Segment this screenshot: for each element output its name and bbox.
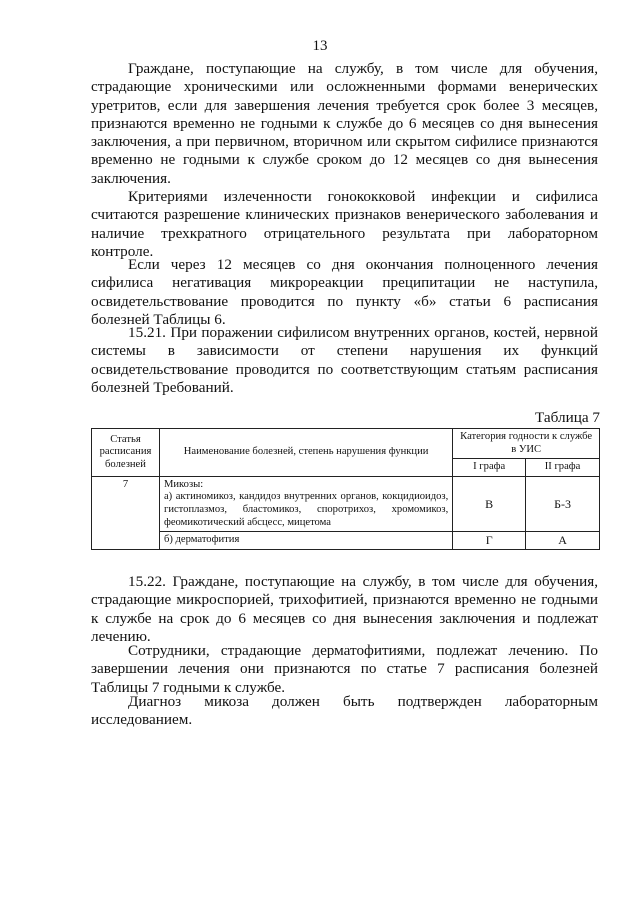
paragraph-mycosis-diagnosis: Диагноз микоза должен быть подтвержден лабораторным исследованием. [91,693,598,729]
mycoses-item-a: а) актиномикоз, кандидоз внутренних органов, кокцидиоидоз, гистоплазмоз, бластомикоз, споротрихоз, хромомикоз, феомикотический абсцесс, мицетома [163,491,449,528]
cell-a-column-2: Б-3 [526,476,600,531]
cell-b-column-1: Г [453,532,526,550]
paragraph-citizens-venereal: Граждане, поступающие на службу, в том числе для обучения, страдающие хроническими или осложненными формами венерических уретритов, если для завершения лечения требуется срок более 3 месяцев, признаются временно не годными к службе до 6 месяцев со дня вынесения заключения, а при первичном, вторичном или скрытом сифилисе признаются временно не годными к службе сроком до 12 месяцев со дня вынесения заключения. [91,60,598,187]
paragraph-syphilis-negation: Если через 12 месяцев со дня окончания полноценного лечения сифилиса негативация микрореакции преципитации не наступила, освидетельствование проводится по пункту «б» статьи 6 расписания болезней Таблицы 6. [91,256,598,328]
header-column-2: II графа [526,459,600,477]
table-7 [91,428,600,550]
paragraph-cure-criteria: Критериями излеченности гонококковой инфекции и сифилиса считаются разрешение клинических признаков венерического заболевания и наличие трехкратного отрицательного результата при лабораторном контроле. [91,188,598,260]
cell-article: 7 [92,476,160,549]
cell-b-column-2: А [526,532,600,550]
cell-a-column-1: В [453,476,526,531]
table-header-row [92,429,600,459]
table-row [92,476,600,531]
header-disease-name: Наименование болезней, степень нарушения функции [159,429,452,477]
header-article: Статья расписания болезней [92,429,160,477]
page-number: 13 [312,38,328,54]
header-fitness-category: Категория годности к службе в УИС [453,429,600,459]
header-column-1: I графа [453,459,526,477]
table-caption: Таблица 7 [535,409,600,426]
mycoses-item-b: б) дерматофития [159,532,452,550]
mycoses-title: Микозы: [163,478,204,490]
paragraph-15-22: 15.22. Граждане, поступающие на службу, в том числе для обучения, страдающие микроспорией, трихофитией, признаются временно не годными к службе на срок до 6 месяцев со дня вынесения заключения и подлежат лечению. [91,573,598,645]
cell-mycoses [159,476,452,531]
table-row [92,532,600,550]
paragraph-15-21: 15.21. При поражении сифилисом внутренних органов, костей, нервной системы в зависимости от степени нарушения их функций освидетельствование проводится по соответствующим статьям расписания болезней Требований. [91,324,598,396]
paragraph-dermatophytosis-staff: Сотрудники, страдающие дерматофитиями, подлежат лечению. По завершении лечения они признаются по статье 7 расписания болезней Таблицы 7 годными к службе. [91,642,598,696]
